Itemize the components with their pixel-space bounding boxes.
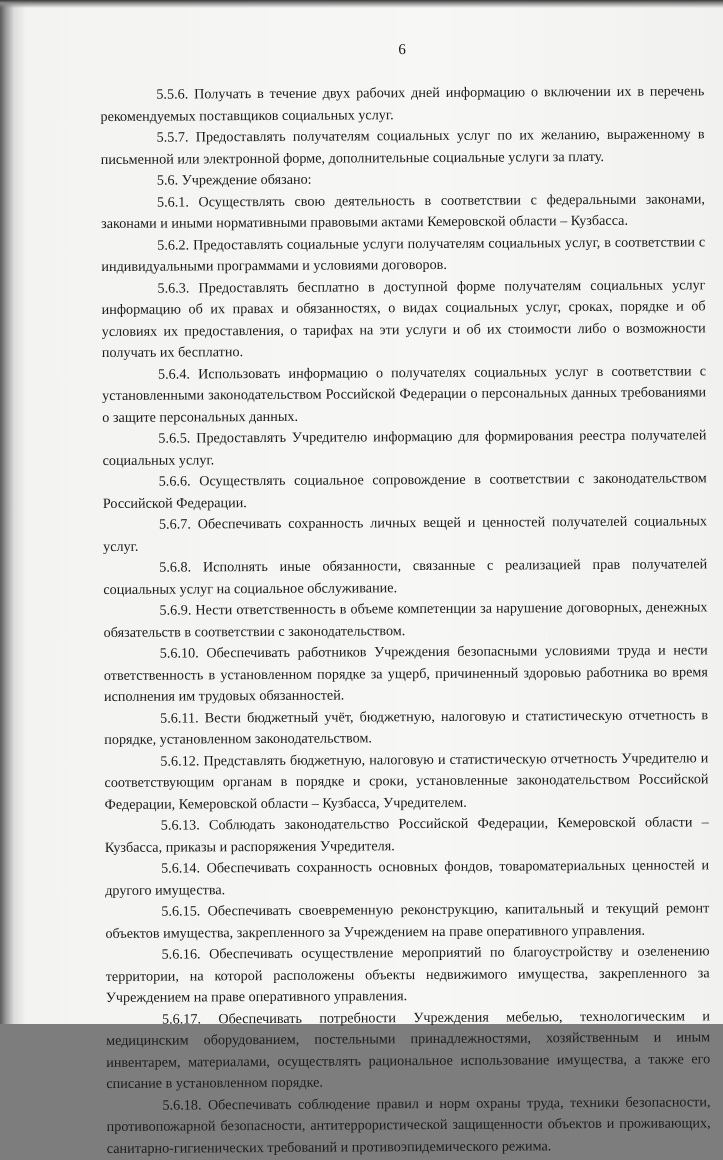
paragraph-5-6-7: 5.6.7. Обеспечивать сохранность личных вещей и ценностей получателей социальных услуг. (103, 513, 707, 555)
paragraph-5-6-12: 5.6.12. Представлять бюджетную, налоговую и статистическую отчетность Учредителю и соответствующим органам в порядке и сроки, установленные законодательством Российской Федерации, Кемеровской области – Кузбасса, Учредителем. (104, 749, 709, 813)
paragraph-5-6-1: 5.6.1. Осуществлять свою деятельность в соответствии с федеральными законами, законами и иными нормативными правовыми актами Кемеровской области – Кузбасса. (101, 190, 706, 232)
document-page (100, 40, 711, 1160)
paragraph-5-6-10: 5.6.10. Обеспечивать работников Учреждения безопасными условиями труда и нести ответственность в установленном порядке за ущерб, причиненный здоровью работника во время исполнения им трудовых обязанностей. (103, 642, 708, 705)
paragraph-5-5-6: 5.5.6. Получать в течение двух рабочих дней информацию о включении их в перечень рекомендуемых поставщиков социальных услуг. (100, 83, 705, 125)
paragraph-5-6-11: 5.6.11. Вести бюджетный учёт, бюджетную, налоговую и статистическую отчетность в порядке, установленном законодательством. (104, 706, 709, 748)
paragraph-5-6-14: 5.6.14. Обеспечивать сохранность основных фондов, товароматериальных ценностей и другого имущества. (105, 857, 710, 899)
paragraph-5-6-9: 5.6.9. Нести ответственность в объеме компетенции за нарушение договорных, денежных обязательств в соответствии с законодательством. (103, 599, 708, 641)
paragraph-5-6-8: 5.6.8. Исполнять иные обязанности, связанные с реализацией прав получателей социальных услуг на социальное обслуживание. (103, 556, 708, 598)
paragraph-5-6-16: 5.6.16. Обеспечивать осуществление мероприятий по благоустройству и озеленению территории, на которой расположены объекты недвижимого имущества, закрепленного за Учреждением на праве оперативного управления. (105, 943, 710, 1006)
scan-edge-shadow (0, 0, 723, 8)
paragraph-5-6-2: 5.6.2. Предоставлять социальные услуги получателям социальных услуг, в соответствии с индивидуальными программами и условиями договоров. (101, 233, 706, 275)
paragraph-5-6-5: 5.6.5. Предоставлять Учредителю информацию для формирования реестра получателей социальных услуг. (102, 427, 707, 469)
paragraph-5-6-6: 5.6.6. Осуществлять социальное сопровождение в соответствии с законодательством Российской Федерации. (102, 470, 707, 512)
page-number: 6 (398, 42, 406, 59)
paragraph-5-5-7: 5.5.7. Предоставлять получателям социальных услуг по их желанию, выраженному в письменной или электронной форме, дополнительные социальные услуги за плату. (100, 126, 705, 168)
paragraph-5-6-18: 5.6.18. Обеспечивать соблюдение правил и норм охраны труда, техники безопасности, противопожарной безопасности, антитеррористической защищенности объектов и проживающих, санитарно-гигиенических требований и противоэпидемического режима. (106, 1093, 711, 1157)
paragraph-5-6-17: 5.6.17. Обеспечивать потребности Учреждения мебелью, технологическим и медицинским оборудованием, постельными принадлежностями, хозяйственным и иным инвентарем, материалами, осуществлять рациональное использование имущества, а также его списание в установленном порядке. (106, 1007, 711, 1092)
paragraph-5-6-4: 5.6.4. Использовать информацию о получателях социальных услуг в соответствии с установленными законодательством Российской Федерации о персональных данных требованиями о защите персональных данных. (102, 362, 707, 426)
paragraph-5-6-15: 5.6.15. Обеспечивать своевременную реконструкцию, капитальный и текущий ремонт объектов имущества, закрепленного за Учреждением на праве оперативного управления. (105, 900, 710, 942)
paragraph-5-6-13: 5.6.13. Соблюдать законодательство Российской Федерации, Кемеровской области – Кузбасса, приказы и распоряжения Учредителя. (104, 814, 709, 856)
paragraph-5-6-3: 5.6.3. Предоставлять бесплатно в доступной форме получателям социальных услуг информацию об их правах и обязанностях, о видах социальных услуг, сроках, порядке и об условиях их предоставления, о тарифах на эти услуги и об их стоимости либо о возможности получать их бесплатно. (101, 276, 706, 361)
section-heading-5-6: 5.6. Учреждение обязано: (156, 171, 312, 189)
